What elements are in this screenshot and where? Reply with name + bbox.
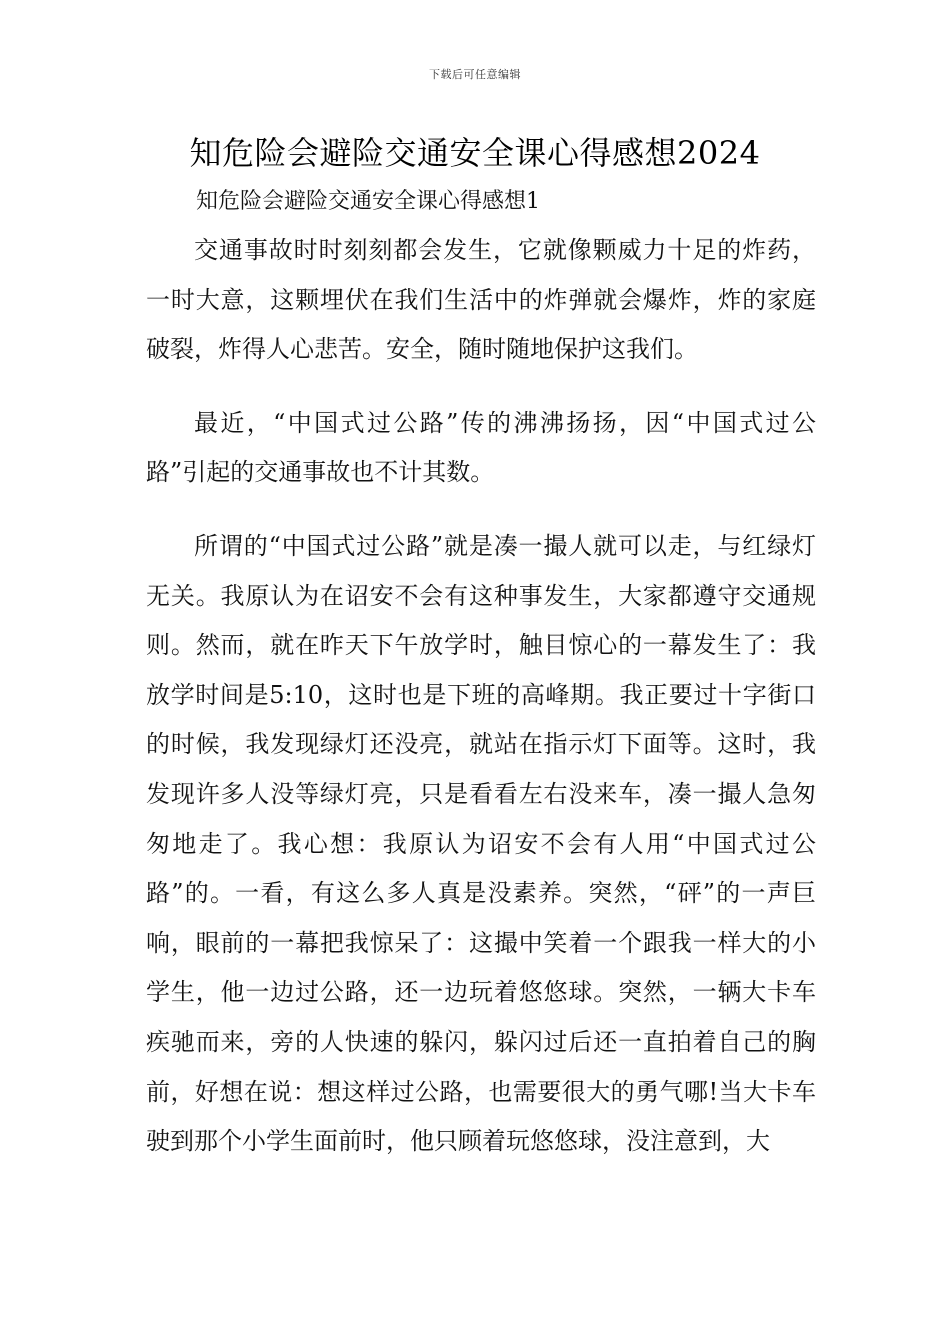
paragraph-1: 交通事故时时刻刻都会发生，它就像颗威力十足的炸药，一时大意，这颗埋伏在我们生活中的炸弹就会爆炸，炸的家庭破裂，炸得人心悲苦。安全，随时随地保护这我们。	[146, 236, 816, 364]
paragraph-2: 最近，“中国式过公路”传的沸沸扬扬，因“中国式过公路”引起的交通事故也不计其数。	[146, 408, 816, 487]
body-text	[146, 226, 816, 1191]
header-note: 下载后可任意编辑	[429, 68, 521, 81]
document-title: 知危险会避险交通安全课心得感想2024	[189, 134, 761, 172]
paragraph-3: 所谓的“中国式过公路”就是凑一撮人就可以走，与红绿灯无关。我原认为在诏安不会有这种事发生，大家都遵守交通规则。然而，就在昨天下午放学时，触目惊心的一幕发生了：我放学时间是5:10，这时也是下班的高峰期。我正要过十字街口的时候，我发现绿灯还没亮，就站在指示灯下面等。这时，我发现许多人没等绿灯亮，只是看看左右没来车，凑一撮人急匆匆地走了。我心想：我原认为诏安不会有人用“中国式过公路”的。一看，有这么多人真是没素养。突然，“砰”的一声巨响，眼前的一幕把我惊呆了：这撮中笑着一个跟我一样大的小学生，他一边过公路，还一边玩着悠悠球。突然，一辆大卡车疾驰而来，旁的人快速的躲闪，躲闪过后还一直拍着自己的胸前，好想在说：想这样过公路，也需要很大的勇气哪!当大卡车驶到那个小学生面前时，他只顾着玩悠悠球，没注意到，大	[146, 531, 816, 1156]
section-heading: 知危险会避险交通安全课心得感想1	[196, 189, 540, 214]
